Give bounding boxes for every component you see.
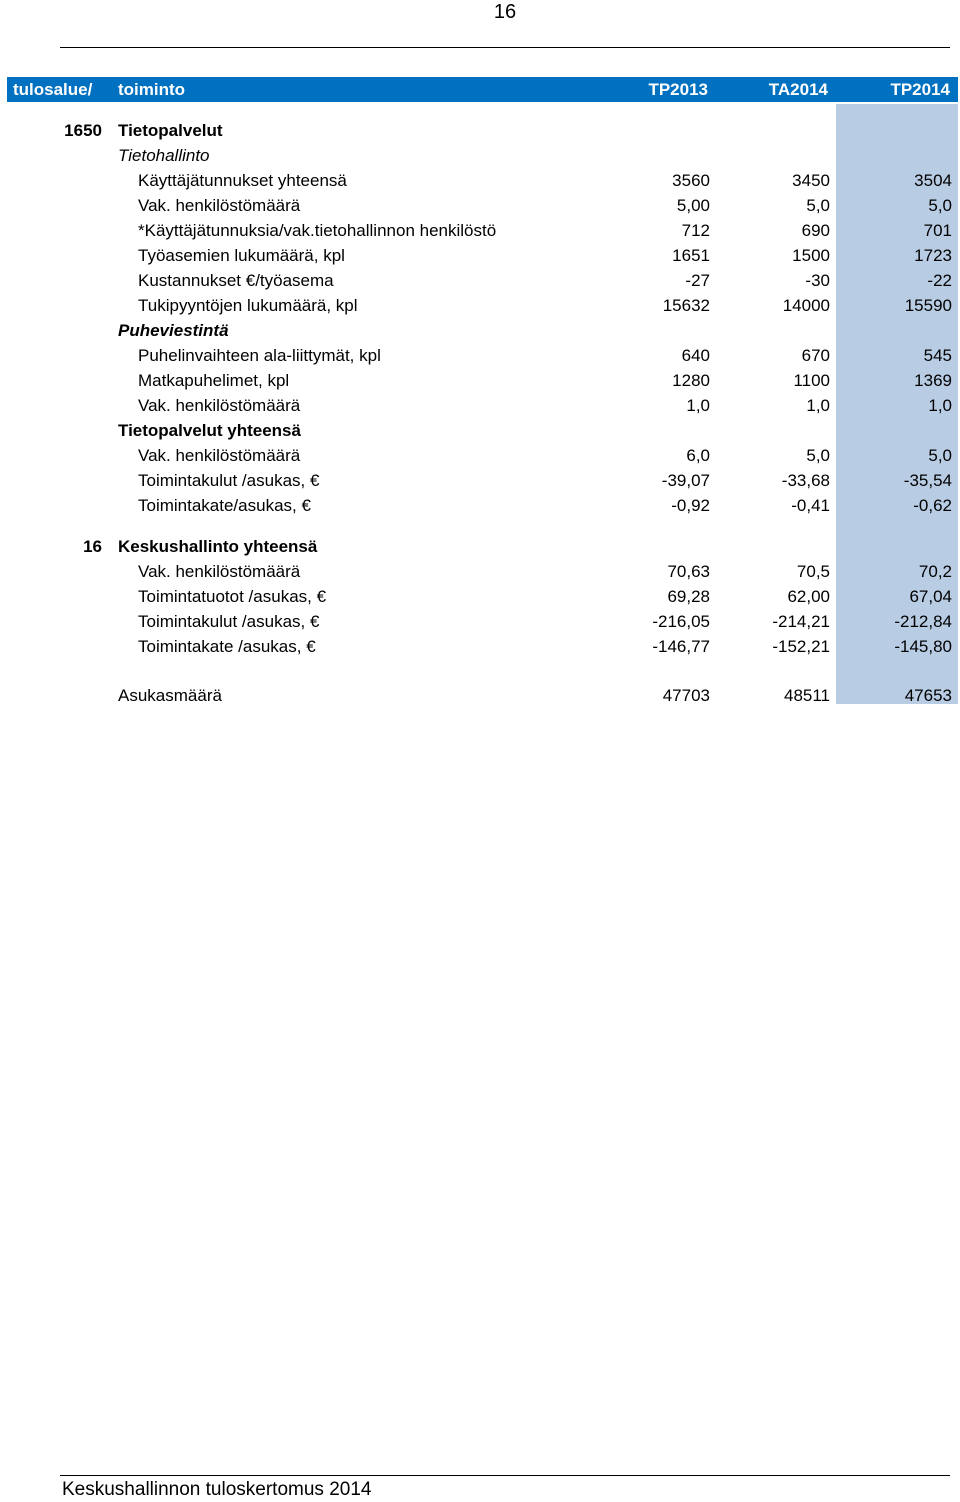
value-ta2014: 1500 bbox=[792, 246, 830, 265]
value-tp2013: 640 bbox=[681, 346, 710, 365]
table-row bbox=[0, 393, 960, 418]
table-row bbox=[0, 468, 960, 493]
table-row bbox=[0, 493, 960, 518]
row-label: Tietopalvelut yhteensä bbox=[118, 421, 301, 440]
table-row bbox=[0, 143, 960, 168]
value-ta2014: 670 bbox=[801, 346, 830, 365]
row-label: Vak. henkilöstömäärä bbox=[138, 396, 301, 415]
row-label: Puheviestintä bbox=[118, 321, 229, 340]
row-label: Toimintakulut /asukas, € bbox=[138, 612, 320, 631]
value-ta2014: -152,21 bbox=[772, 637, 830, 656]
value-ta2014: -30 bbox=[805, 271, 830, 290]
table-row bbox=[0, 418, 960, 443]
row-label: Toimintakate/asukas, € bbox=[138, 496, 311, 515]
table-row bbox=[0, 193, 960, 218]
value-tp2014: 5,0 bbox=[928, 446, 952, 465]
page-number: 16 bbox=[493, 1, 517, 23]
value-ta2014: 70,5 bbox=[796, 562, 830, 581]
value-tp2013: 712 bbox=[681, 221, 710, 240]
row-label: Toimintatuotot /asukas, € bbox=[138, 587, 327, 606]
value-tp2014: 70,2 bbox=[918, 562, 952, 581]
value-tp2013: 69,28 bbox=[667, 587, 710, 606]
value-tp2014: 67,04 bbox=[909, 587, 952, 606]
value-ta2014: 14000 bbox=[782, 296, 830, 315]
value-ta2014: 5,0 bbox=[806, 196, 830, 215]
table-row bbox=[0, 293, 960, 318]
row-label: Asukasmäärä bbox=[118, 686, 222, 705]
table-row bbox=[0, 268, 960, 293]
row-label: Puhelinvaihteen ala-liittymät, kpl bbox=[138, 346, 381, 365]
value-ta2014: 5,0 bbox=[806, 446, 830, 465]
value-tp2014: -212,84 bbox=[894, 612, 952, 631]
value-tp2013: -146,77 bbox=[652, 637, 710, 656]
value-tp2014: 47653 bbox=[904, 686, 952, 705]
table-row bbox=[0, 683, 960, 708]
row-label: *Käyttäjätunnuksia/vak.tietohallinnon henkilöstö bbox=[138, 221, 497, 240]
row-label: Tukipyyntöjen lukumäärä, kpl bbox=[138, 296, 358, 315]
header-column-ta2014: TA2014 bbox=[768, 80, 828, 99]
value-tp2013: 1,0 bbox=[686, 396, 710, 415]
table-row bbox=[0, 318, 960, 343]
bottom-rule bbox=[60, 1475, 950, 1476]
top-rule bbox=[60, 47, 950, 48]
value-tp2014: 3504 bbox=[914, 171, 952, 190]
table-row bbox=[0, 534, 960, 559]
row-label: Keskushallinto yhteensä bbox=[118, 537, 318, 556]
value-ta2014: 1100 bbox=[793, 371, 830, 390]
value-tp2013: 15632 bbox=[662, 296, 710, 315]
row-label: Tietopalvelut bbox=[118, 121, 223, 140]
value-tp2014: -22 bbox=[927, 271, 952, 290]
value-tp2014: 701 bbox=[923, 221, 952, 240]
value-ta2014: -0,41 bbox=[791, 496, 830, 515]
value-ta2014: 62,00 bbox=[787, 587, 830, 606]
row-label: Vak. henkilöstömäärä bbox=[138, 562, 301, 581]
value-tp2014: 5,0 bbox=[928, 196, 952, 215]
row-label: Tietohallinto bbox=[118, 146, 210, 165]
row-label: Toimintakulut /asukas, € bbox=[138, 471, 320, 490]
row-label: Vak. henkilöstömäärä bbox=[138, 196, 301, 215]
table-row bbox=[0, 634, 960, 659]
value-tp2014: -0,62 bbox=[913, 496, 952, 515]
row-label: Matkapuhelimet, kpl bbox=[138, 371, 290, 390]
header-area-label: tulosalue/ bbox=[13, 80, 93, 99]
header-activity-label: toiminto bbox=[118, 80, 186, 99]
value-tp2013: -216,05 bbox=[652, 612, 710, 631]
value-tp2014: 545 bbox=[923, 346, 952, 365]
table-row bbox=[0, 443, 960, 468]
value-tp2014: 1723 bbox=[914, 246, 952, 265]
row-label: Vak. henkilöstömäärä bbox=[138, 446, 301, 465]
value-ta2014: 48511 bbox=[783, 686, 830, 705]
table-row bbox=[0, 218, 960, 243]
value-tp2013: -27 bbox=[685, 271, 710, 290]
table-header bbox=[7, 77, 958, 102]
value-tp2013: 3560 bbox=[672, 171, 710, 190]
header-column-tp2013: TP2013 bbox=[648, 80, 708, 99]
value-ta2014: 3450 bbox=[792, 171, 830, 190]
row-label: Toimintakate /asukas, € bbox=[138, 637, 316, 656]
value-ta2014: -33,68 bbox=[781, 471, 830, 490]
row-label: Työasemien lukumäärä, kpl bbox=[138, 246, 345, 265]
value-tp2013: 6,0 bbox=[686, 446, 710, 465]
row-label: Kustannukset €/työasema bbox=[138, 271, 334, 290]
value-ta2014: 1,0 bbox=[806, 396, 830, 415]
row-label: Käyttäjätunnukset yhteensä bbox=[138, 171, 347, 190]
table-row bbox=[0, 118, 960, 143]
value-tp2013: 47703 bbox=[662, 686, 710, 705]
value-tp2013: 1280 bbox=[672, 371, 710, 390]
table-row bbox=[0, 368, 960, 393]
table-row bbox=[0, 584, 960, 609]
footer-text: Keskushallinnon tuloskertomus 2014 bbox=[62, 1479, 372, 1500]
table-row bbox=[0, 559, 960, 584]
value-tp2014: -35,54 bbox=[903, 471, 952, 490]
value-tp2013: -0,92 bbox=[671, 496, 710, 515]
value-tp2014: 1369 bbox=[914, 371, 952, 390]
data-table bbox=[0, 118, 960, 708]
table-row bbox=[0, 609, 960, 634]
value-tp2013: 70,63 bbox=[667, 562, 710, 581]
value-ta2014: -214,21 bbox=[772, 612, 830, 631]
table-row bbox=[0, 343, 960, 368]
value-tp2013: -39,07 bbox=[661, 471, 710, 490]
row-code: 16 bbox=[83, 537, 102, 556]
value-tp2013: 1651 bbox=[672, 246, 710, 265]
row-code: 1650 bbox=[64, 121, 102, 140]
value-tp2013: 5,00 bbox=[676, 196, 710, 215]
value-tp2014: 15590 bbox=[904, 296, 952, 315]
header-column-tp2014: TP2014 bbox=[890, 80, 950, 99]
table-row bbox=[0, 168, 960, 193]
table-row bbox=[0, 243, 960, 268]
value-ta2014: 690 bbox=[801, 221, 830, 240]
value-tp2014: -145,80 bbox=[894, 637, 952, 656]
value-tp2014: 1,0 bbox=[928, 396, 952, 415]
